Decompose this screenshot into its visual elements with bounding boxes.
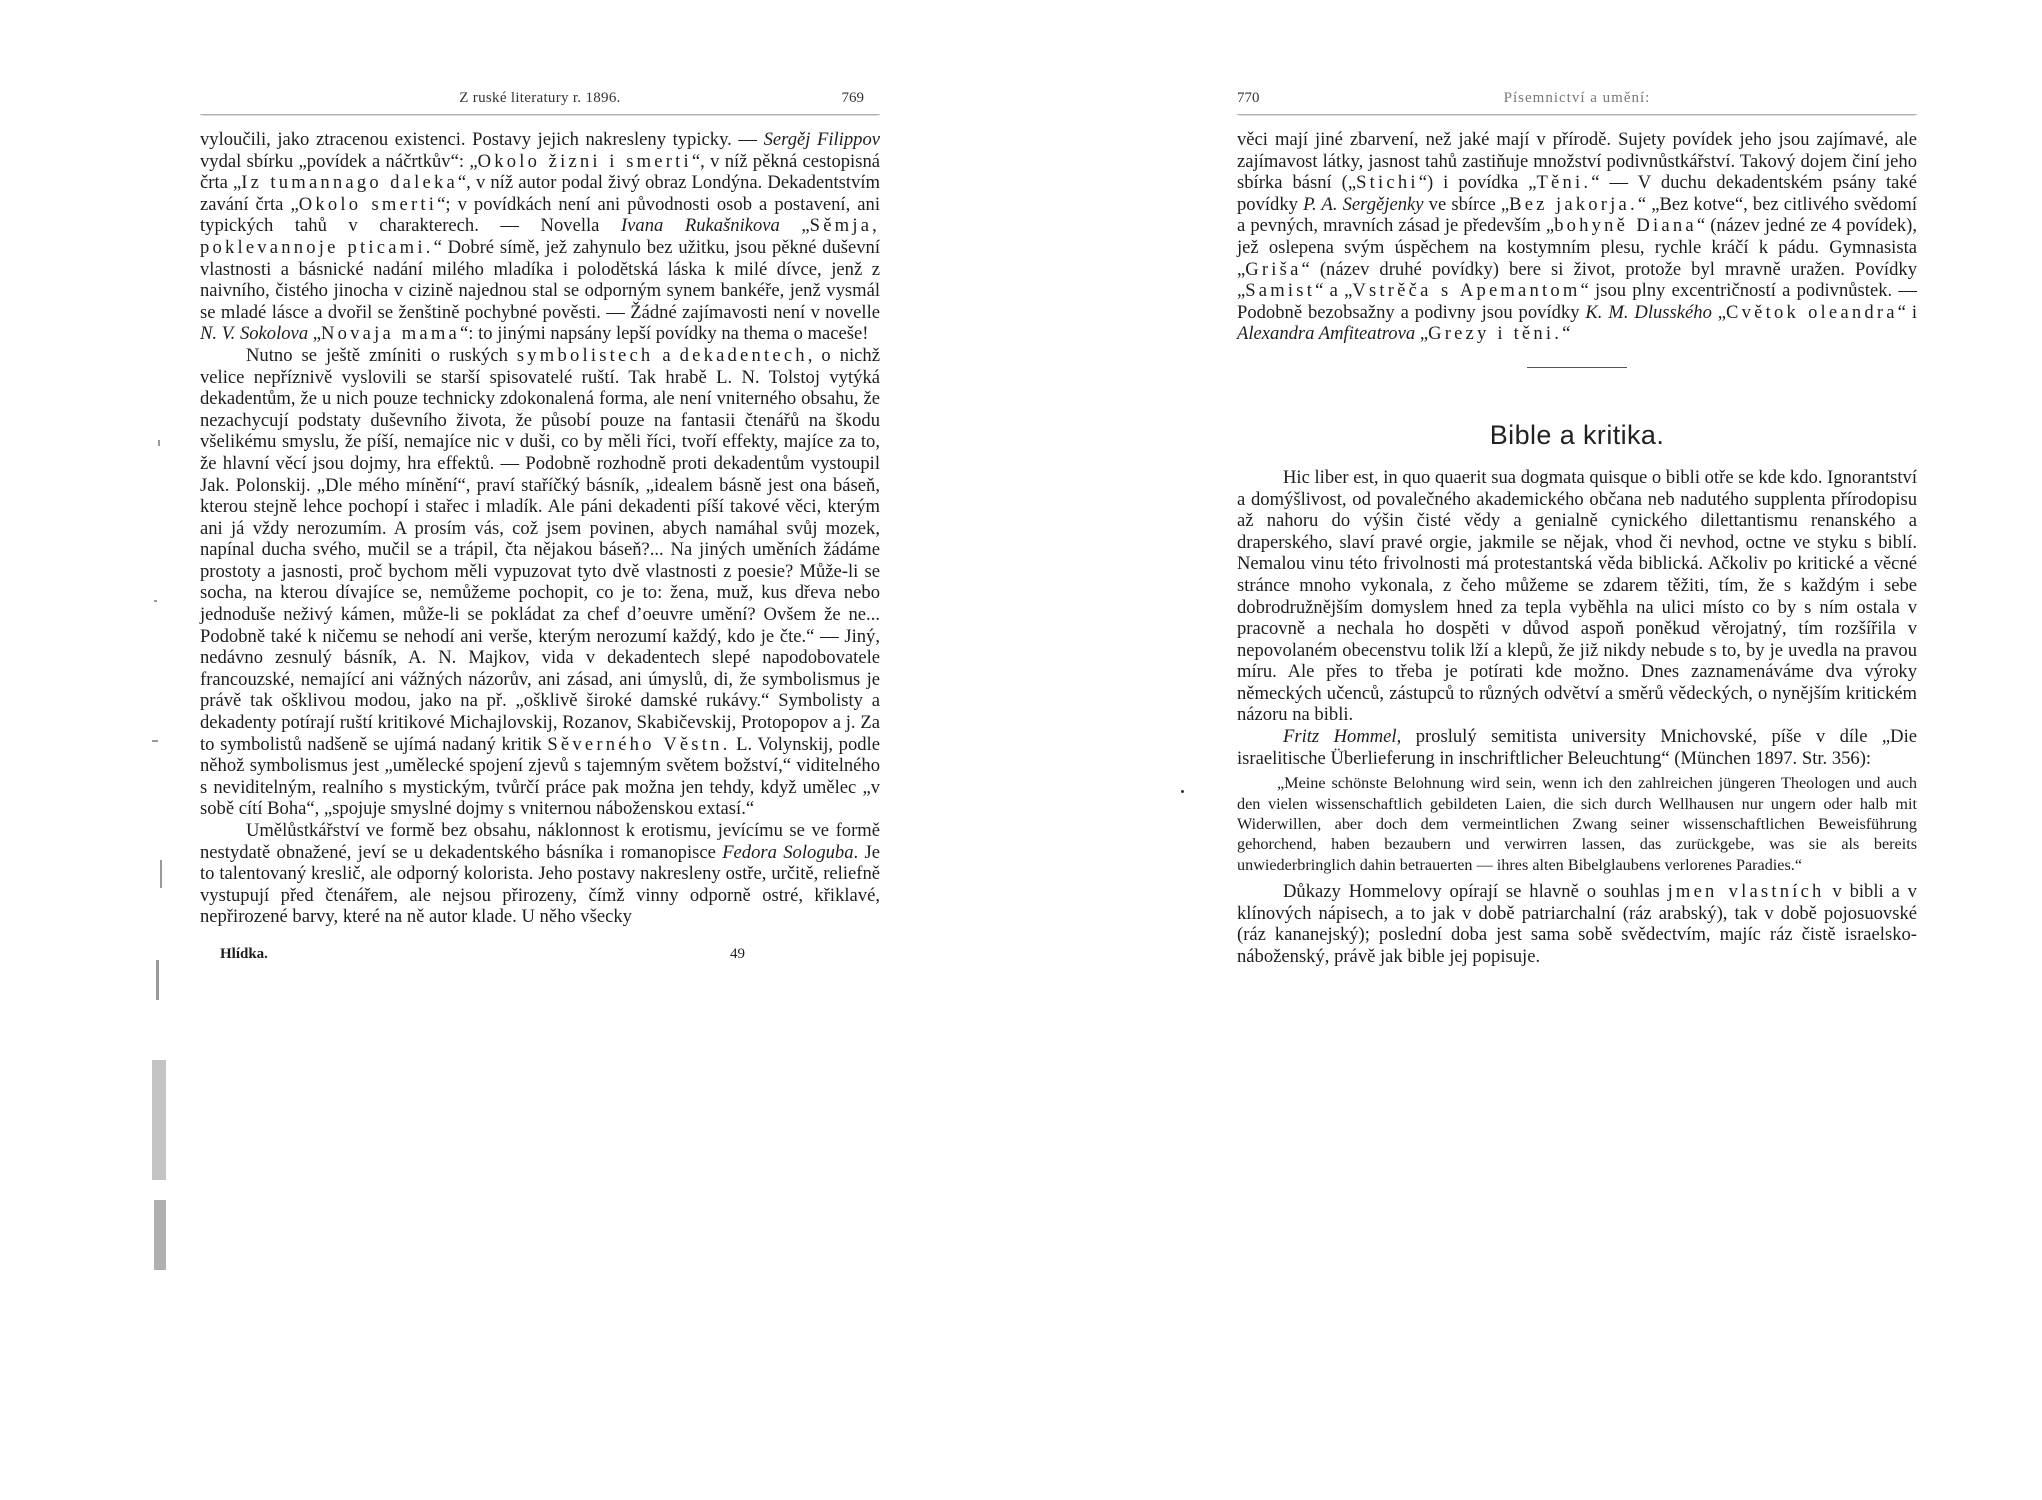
spaced-title: Samist [1245, 280, 1316, 302]
left-running-head [200, 88, 880, 115]
german-quote [1237, 773, 1917, 875]
article-title: Bible a kritika. [1489, 419, 1665, 450]
left-running-title: Z ruské literatury r. 1896. [459, 90, 621, 106]
spaced-title: Griša [1245, 258, 1302, 280]
text-run: “ — V duchu dekadentském psány také povídky [1237, 172, 1917, 215]
text-run: „ [1415, 323, 1429, 345]
text-run: “: to jinými napsány lepší povídky na thema o maceše! [460, 323, 869, 345]
right-running-title: Písemnictví a umění: [1503, 90, 1651, 106]
italic-name: Fritz Hommel [1283, 726, 1397, 748]
text-run: “ „Bez kotve“, bez citlivého svědomí a pevných, mravních zásad je především „ [1237, 193, 1917, 237]
paragraph [200, 345, 880, 820]
text-run: “ (název jedné ze 4 povídek), jež oslepena svým úspěchem na kostymním plesu, rychle kráčí k pádu. Gymnasista „ [1237, 215, 1917, 280]
spaced-title: Okolo smerti [298, 193, 438, 215]
italic-name: Sergěj Filippov [763, 129, 880, 150]
text-run: “ (název druhé povídky) bere si život, protože byl mravně uražen. Povídky „ [1237, 258, 1917, 302]
spaced-title: symbolistech [516, 344, 654, 366]
spaced-title: Bez jakorja. [1509, 193, 1638, 215]
spaced-title: Okolo žizni i smerti [477, 150, 692, 172]
paragraph [1237, 467, 1917, 726]
text-run: “; v povídkách není ani původnosti osob a postavení, ani typických tahů v charakterech. — Novella [200, 193, 880, 237]
text-run: “ [1562, 323, 1571, 345]
text-run: ve sbírce „ [1423, 193, 1510, 215]
paragraph [1237, 881, 1917, 967]
italic-name: Alexandra Amfiteatrova [1237, 323, 1416, 345]
text-run: vyloučili, jako ztracenou existenci. Postavy jejich nakresleny typicky. — [200, 129, 764, 150]
paragraph [1237, 129, 1917, 345]
right-page [1237, 0, 1917, 968]
spaced-title: Sěmja, poklevannoje pticami. [200, 215, 880, 258]
text-run: “, v níž autor podal živý obraz Londýna. Dekadentstvím zavání črta „ [200, 172, 881, 215]
text-run: “ Dobré símě, jež zahynulo bez užitku, jsou pěkné duševní vlastnosti a básnické nadání milého mladíka i polodětská láska k milé dívce, jenž z naivního, čistého jinocha v cizině najednou stal se odporným synem bankéře, jenž vysmál se mladé lásce a dvořil se ženštině pochybné pověsti. — Žádné zajímavosti není v novelle [200, 236, 880, 323]
text-run: „ [1711, 301, 1727, 323]
spaced-title: Vstrěča s Apemantom [1352, 280, 1581, 302]
spaced-title: Novaja mama [321, 323, 461, 345]
italic-name: K. M. Dlusského [1585, 301, 1712, 323]
text-run: L. Volynskij, podle něhož symbolismus jest „umělecké spojení zjevů s tajemným světem božství,“ viditelného s neviditelným, realního s mystickým, tvůrčí práce pak možna jen tehdy, když umělec „v sobě cítí Boha“, „spojuje smyslné dojmy s vniternou náboženskou extasí.“ [200, 733, 880, 820]
spaced-title: Stichi [1356, 172, 1419, 194]
text-run: v bibli a v klínových nápisech, a to jak v době patriarchalní (ráz arabský), tak v době pojosuovské (ráz kananejský); poslední doba jest sama sobě svědectvím, majíc ráz čistě israelsko-náboženský, právě jak bible jej popisuje. [1237, 881, 1917, 968]
quote-text: „Meine schönste Belohnung wird sein, wenn ich den zahlreichen jüngeren Theologen und auch den vielen wissenschaftlich gebildeten Laien, die sich durch Wellhausen nur ungern oder halb mit Widerwillen, aber doch dem vermeintlichen Zwang seiner wissenschaftlichen Beweisführung gehorchend, haben bezaubern und verwirren lassen, das zurückgebe, was sie als bereits unwiederbringlich dahin betrauerten — ihres alten Bibelglaubens verlorenes Paradies.“ [1237, 774, 1917, 874]
left-body-text [200, 129, 880, 928]
text-run: Důkazy Hommelovy opírají se hlavně o souhlas [1283, 881, 1668, 903]
italic-name: P. A. Sergějenky [1303, 193, 1424, 215]
italic-name: Fedora Sologuba [722, 841, 854, 863]
right-body-text [1237, 129, 1917, 345]
closing-paragraph [1237, 881, 1917, 967]
spaced-title: Grezy i těni. [1428, 323, 1563, 345]
stray-mark [1181, 790, 1184, 793]
text-run: “, v níž pěkná cestopisná črta „ [200, 150, 880, 194]
spaced-title: Sěverného Věstn. [547, 733, 731, 755]
italic-name: N. V. Sokolova [200, 323, 309, 345]
left-page [200, 0, 880, 970]
spaced-title: dekadentech [679, 344, 808, 366]
text-run: vydal sbírku „povídek a náčrtkův“: „ [200, 150, 478, 172]
footer-sheet-number: 49 [730, 945, 745, 962]
text-run: „ [779, 215, 810, 237]
paragraph [1237, 726, 1917, 769]
text-run: Umělůstkářství ve formě bez obsahu, náklonnost k erotismu, jevícímu se ve formě nestydatě obnažené, jeví se u dekadentského básníka i romanopisce [200, 820, 880, 863]
text-run: Hic liber est, in quo quaerit sua dogmata quisque o bibli otře se kde kdo. Ignorantství a domýšlivost, od povalečného akademického občana neb nadutého supplenta přírodopisu až nahoru do výšin čisté vědy a genialně cynického dilettantismu renanského a draperského, slaví pravé orgie, jakmile se nějak, vhod či nevhod, octne ve styku s biblí. Nemalou vinu této frivolnosti má protestantská věda biblická. Ačkoliv po kritické a věcné stránce mnoho vykonala, z čeho můžeme se zdarem těžiti, tím, že s každým i sebe dobrodružnějším domyslem hned za tepla vyběhla na ulici místo co by s ním ostala v pracovně a nechala ho dospěti v důvod aspoň poněkud věrojatný, tím rozšířila v nepovolaném obecenstvu tolik lží a klepů, že již nikdy nebude s to, by je uvedla na pravou míru. Ale přes to třeba je potírati kde možno. Dnes zaznamenáváme dva výroky německých učenců, zástupců to různých odvětví a směrů vědeckých, o nynějším kritickém názoru na bibli. [1237, 466, 1917, 726]
article-body-text [1237, 467, 1917, 769]
right-page-number: 770 [1237, 90, 1260, 106]
paragraph [200, 820, 880, 928]
text-run: , o nichž velice nepříznivě vyslovili se starší spisovatelé ruští. Tak hrabě L. N. Tolstoj vytýká dekadentům, že u nich pouze technicky zdokonalená forma, ale není vniterného obsahu, že nezachycují podstaty duševního života, že působí pouze na fantasii čtenářů na škodu všelikému smyslu, že píší, nemajíce nic v duši, co by měli říci, tvoří effekty, majíce za to, že hlavní věcí jsou dojmy, hra effektů. — Podobně rozhodně proti dekadentům vystoupil Jak. Polonskij. „Dle mého mínění“, praví staříčký básník, „idealem básně jest ona báseň, kterou stejně lehce pochopí i stařec i mladík. Ale páni dekadenti píší takové věci, kterým ani já vždy nerozumím. A prosím vás, což jsem povinen, abych namáhal svůj mozek, napínal ducha svého, mučil se a trápil, čta nějakou báseň?... Na jiných uměních žádáme prostoty a jasnosti, proč bychom měli vypuzovat tyto dvě vlastnosti z poesie? Může-li se socha, na kterou dívajíce se, nemůžeme pochopit, co je to: žena, muž, kus dřeva nebo jednoduše neživý kámen, může-li se pokládat za chef d’oeuvre umění? Ovšem že ne... Podobně také k ničemu se nehodí ani verše, kterým nerozumí každý, kdo je čte.“ — Jiný, nedávno zesnulý básník, A. N. Majkov, vida v dekadentech slepé napodobovatele francouzské, nemající ani vážných názorův, ani zásad, ani úmyslů, di, že symbolismus je právě tak ošklivou modou, jako na př. „ošklivě široké damské rukávy.“ Symbolisty a dekadenty potírají ruští kritikové Michajlovskij, Rozanov, Skabičevskij, Protopopov a j. Za to symbolistů nadšeně se ujímá nadaný kritik [200, 344, 880, 755]
spaced-title: jmen vlastních [1667, 881, 1825, 903]
text-run: věci mají jiné zbarvení, než jaké mají v přírodě. Sujety povídek jeho jsou zajímavé, ale zajímavost látky, jasnost tahů zastiňuje množství podivnůstkářství. Takový dojem činí jeho sbírka básní („ [1237, 129, 1917, 194]
text-run: “) i povídka „ [1418, 172, 1537, 194]
right-running-head [1237, 88, 1917, 115]
text-run: „ [308, 323, 322, 345]
spaced-title: bohyně Diana [1554, 215, 1697, 237]
text-run: , proslulý semitista university Mnichovské, píše v díle „Die israelitische Überlieferung in inschriftlicher Beleuchtung“ (München 1897. Str. 356): [1237, 726, 1917, 769]
text-run: “ a „ [1315, 280, 1353, 302]
left-page-number: 769 [841, 90, 864, 106]
spaced-title: Iz tumannago daleka [241, 172, 458, 194]
text-run: Nutno se ještě zmíniti o ruských [246, 344, 517, 366]
left-footer [200, 946, 880, 970]
spaced-title: Těni. [1536, 172, 1592, 194]
text-run: “ i [1897, 301, 1917, 323]
paragraph [200, 129, 880, 345]
binding-edge-marks [150, 440, 190, 1290]
footer-signature: Hlídka. [220, 945, 268, 962]
spaced-title: Cvětok oleandra [1726, 301, 1898, 323]
text-run: “ jsou plny excentričností a podivnůstek. — Podobně bezobsažny a podivny jsou povídky [1237, 280, 1917, 323]
section-separator [1527, 367, 1627, 368]
text-run: . Je to talentovaný kreslič, ale odporný kolorista. Jeho postavy nakresleny ostře, určitě, reliefně vystupují před čtenářem, ale nejsou přirozeny, čímž vinny odporně ostré, křiklavé, nepřirozené barvy, které na ně autor klade. U něho všecky [200, 841, 880, 928]
italic-name: Ivana Rukašnikova [620, 215, 780, 237]
text-run: a [653, 344, 680, 366]
